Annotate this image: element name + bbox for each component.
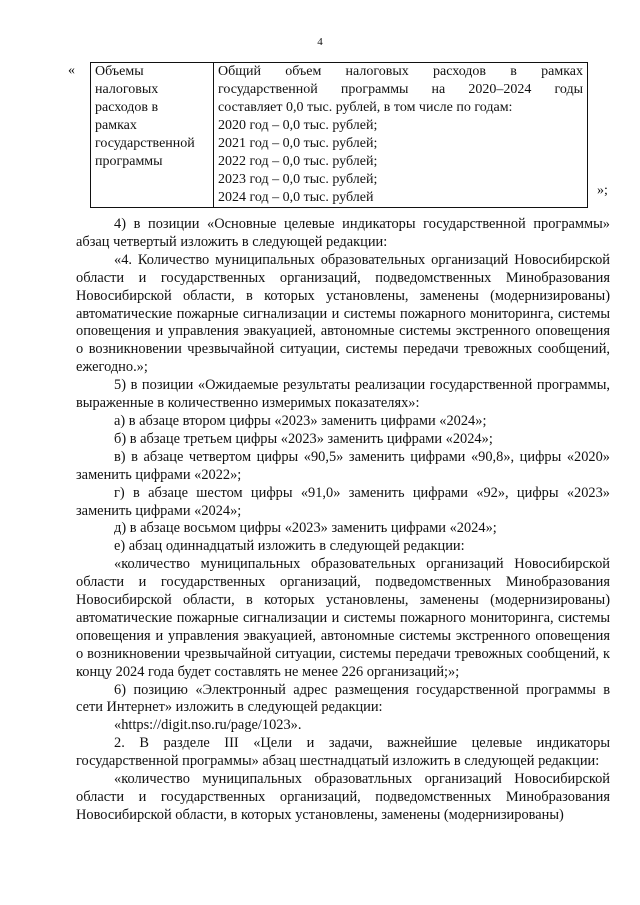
program-passport-table	[90, 62, 588, 208]
table-value-line: 2020 год – 0,0 тыс. рублей;	[218, 118, 378, 133]
paragraph: 2. В разделе III «Цели и задачи, важнейшие целевые индикаторы государственной программы» абзац шестнадцатый изложить в следующей редакции:	[76, 735, 610, 770]
paragraph: «4. Количество муниципальных образовательных организаций Новосибирской области и государственных организаций, подведомственных Минобразования Новосибирской области, в которых установлены, заменены (модернизированы) автоматические пожарные сигнализации и системы пожарного мониторинга, системы оповещения и управления эвакуацией, автономные системы экстренного оповещения о возникновении чрезвычайной ситуации, системы передачи тревожных сообщений, ежегодно.»;	[76, 251, 610, 376]
paragraph: а) в абзаце втором цифры «2023» заменить цифрами «2024»;	[114, 412, 487, 429]
table-value-line: 2022 год – 0,0 тыс. рублей;	[218, 154, 378, 169]
table-label-line: программы	[95, 154, 163, 169]
paragraph: 5) в позиции «Ожидаемые результаты реализации государственной программы, выраженные в количественно измеримых показателях»:	[76, 377, 610, 412]
paragraph: «количество муниципальных образовательных организаций Новосибирской области и государственных организаций, подведомственных Минобразования Новосибирской области, в которых установлены, заменены (модернизированы) автоматические пожарные сигнализации и системы пожарного мониторинга, системы оповещения и управления эвакуацией, автономные системы экстренного оповещения о возникновении чрезвычайной ситуации, системы передачи тревожных сообщений, к концу 2024 года будет составлять не менее 226 организаций;»;	[76, 556, 610, 680]
paragraph: 6) позицию «Электронный адрес размещения государственной программы в сети Интернет» изложить в следующей редакции:	[76, 681, 610, 716]
table-label-line: государственной	[95, 136, 195, 151]
table-quote-close: »;	[597, 183, 608, 198]
paragraph[interactable]: «https://digit.nso.ru/page/1023».	[114, 717, 302, 734]
paragraph: «количество муниципальных образоватльных организаций Новосибирской области и государственных организаций, подведомственных Минобразования Новосибирской области, в которых установлены, заменены (модернизированы)	[76, 771, 610, 823]
paragraph: г) в абзаце шестом цифры «91,0» заменить цифрами «92», цифры «2023» заменить цифрами «2024»;	[76, 484, 610, 519]
page-number: 4	[317, 36, 323, 48]
table-cell-value	[214, 63, 588, 208]
table-value-line: государственной программы на 2020–2024 годы	[218, 82, 583, 97]
paragraph: б) в абзаце третьем цифры «2023» заменить цифрами «2024»;	[114, 430, 493, 447]
label-lines	[95, 63, 209, 171]
table-quote-open: «	[68, 63, 75, 78]
table-label-line: рамках	[95, 118, 137, 133]
table-cell-label	[91, 63, 214, 208]
table-value-line: 2023 год – 0,0 тыс. рублей;	[218, 172, 378, 187]
document-body	[76, 216, 610, 825]
table-label-line: расходов в	[95, 100, 159, 115]
paragraph: е) абзац одиннадцатый изложить в следующей редакции:	[114, 538, 465, 555]
table-value-line: Общий объем налоговых расходов в рамках	[218, 64, 583, 79]
table-row	[91, 63, 588, 208]
paragraph: 4) в позиции «Основные целевые индикаторы государственной программы» абзац четвертый изложить в следующей редакции:	[76, 216, 610, 250]
paragraph: в) в абзаце четвертом цифры «90,5» заменить цифрами «90,8», цифры «2020» заменить цифрами «2022»;	[76, 448, 610, 483]
table-label-line: налоговых	[95, 82, 159, 97]
table-value-line: 2021 год – 0,0 тыс. рублей;	[218, 136, 378, 151]
table-label-line: Объемы	[95, 64, 144, 79]
value-lines	[218, 63, 583, 207]
table-value-line: составляет 0,0 тыс. рублей, в том числе по годам:	[218, 100, 513, 115]
table-value-line: 2024 год – 0,0 тыс. рублей	[218, 190, 374, 205]
paragraph: д) в абзаце восьмом цифры «2023» заменить цифрами «2024»;	[114, 520, 497, 537]
